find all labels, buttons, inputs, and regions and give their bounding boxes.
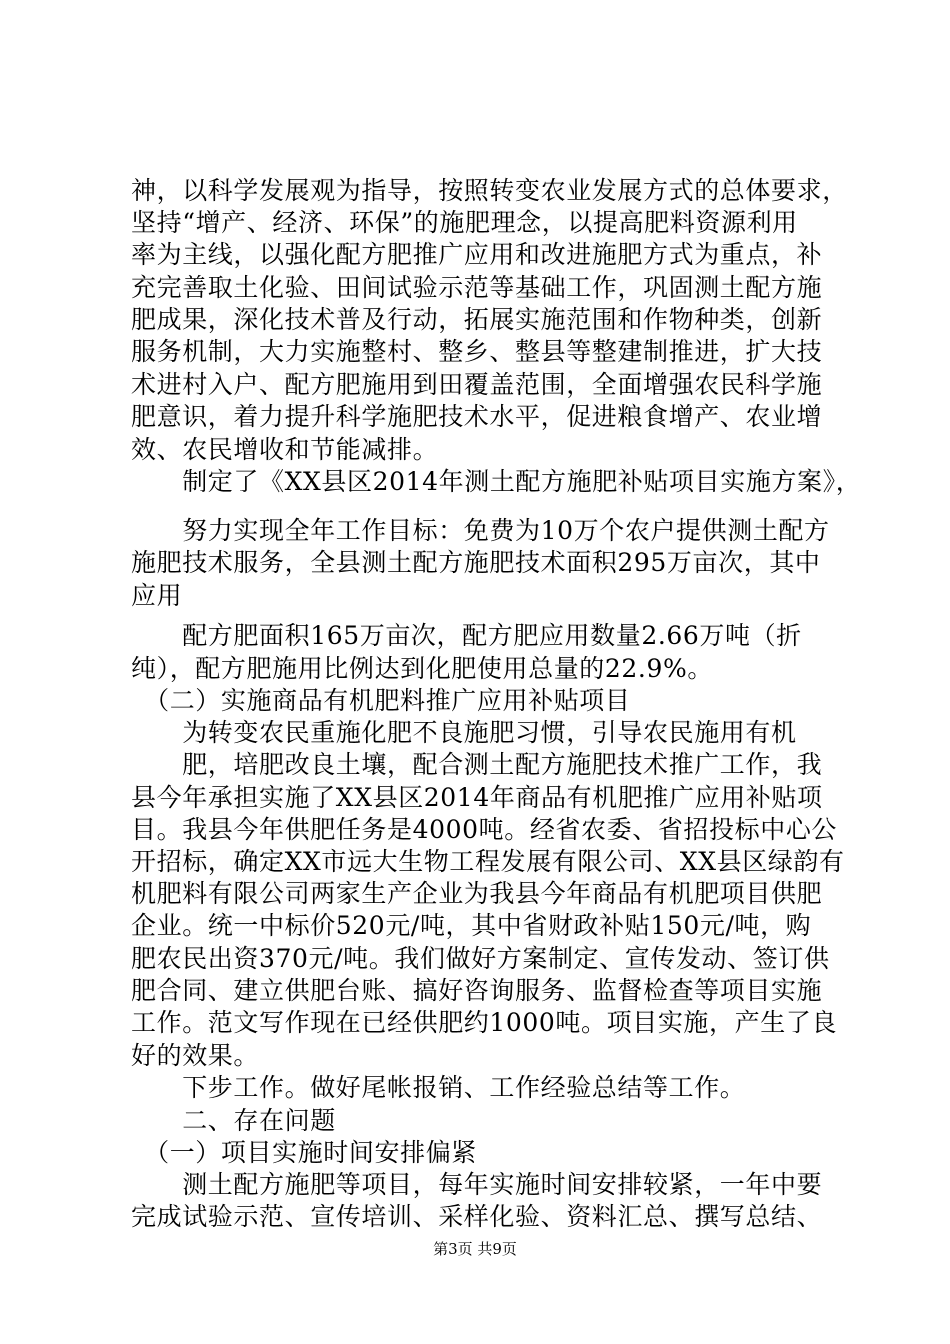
body-text-line: 服务机制，大力实施整村、整乡、整县等整建制推进，扩大技	[131, 337, 823, 366]
section-heading: （二）实施商品有机肥料推广应用补贴项目	[131, 686, 631, 715]
body-text-line: 测土配方施肥等项目，每年实施时间安排较紧，一年中要	[131, 1170, 823, 1199]
page-number-footer: 第3页 共9页	[433, 1240, 517, 1258]
body-text-line: 神，以科学发展观为指导，按照转变农业发展方式的总体要求，	[131, 176, 848, 205]
body-text-line: 县今年承担实施了XX县区2014年商品有机肥推广应用补贴项	[131, 783, 823, 812]
body-text-line: 肥成果，深化技术普及行动，拓展实施范围和作物种类，创新	[131, 305, 823, 334]
body-text-line: 施肥技术服务，全县测土配方施肥技术面积295万亩次，其中	[131, 548, 821, 577]
body-text-line: 纯），配方肥施用比例达到化肥使用总量的22.9%。	[131, 654, 713, 683]
section-heading: （一）项目实施时间安排偏紧	[131, 1138, 477, 1167]
body-text-line: 配方肥面积165万亩次，配方肥应用数量2.66万吨（折	[131, 621, 802, 650]
body-text-line: 充完善取土化验、田间试验示范等基础工作，巩固测土配方施	[131, 273, 823, 302]
body-text-line: 制定了《XX县区2014年测土配方施肥补贴项目实施方案》，	[131, 467, 862, 496]
body-text-line: 完成试验示范、宣传培训、采样化验、资料汇总、撰写总结、	[131, 1202, 823, 1231]
body-text-line: 术进村入户、配方肥施用到田覆盖范围，全面增强农民科学施	[131, 370, 823, 399]
body-text-line: 工作。范文写作现在已经供肥约1000吨。项目实施，产生了良	[131, 1008, 838, 1037]
body-text-line: 率为主线，以强化配方肥推广应用和改进施肥方式为重点，补	[131, 240, 823, 269]
body-text-line: 肥农民出资370元/吨。我们做好方案制定、宣传发动、签订供	[131, 944, 830, 973]
body-text-line: 努力实现全年工作目标：免费为10万个农户提供测土配方	[131, 516, 830, 545]
body-text-line: 效、农民增收和节能减排。	[131, 435, 439, 464]
body-text-line: 企业。统一中标价520元/吨，其中省财政补贴150元/吨，购	[131, 911, 812, 940]
body-text-line: 肥意识，着力提升科学施肥技术水平，促进粮食增产、农业增	[131, 402, 823, 431]
body-text-line: 开招标，确定XX市远大生物工程发展有限公司、XX县区绿韵有	[131, 847, 845, 876]
body-text-line: 下步工作。做好尾帐报销、工作经验总结等工作。	[131, 1073, 746, 1102]
body-text-line: 好的效果。	[131, 1041, 260, 1070]
body-text-line: 目。我县今年供肥任务是4000吨。经省农委、省招投标中心公	[131, 815, 838, 844]
body-text-line: 坚持“增产、经济、环保”的施肥理念，以提高肥料资源利用	[131, 208, 798, 237]
section-heading: 二、存在问题	[131, 1106, 336, 1135]
body-text-line: 为转变农民重施化肥不良施肥习惯，引导农民施用有机	[131, 718, 797, 747]
body-text-line: 肥合同、建立供肥台账、搞好咨询服务、监督检查等项目实施	[131, 976, 823, 1005]
body-text-line: 应用	[131, 581, 183, 610]
body-text-line: 机肥料有限公司两家生产企业为我县今年商品有机肥项目供肥	[131, 879, 823, 908]
body-text-line: 肥，培肥改良土壤，配合测土配方施肥技术推广工作，我	[131, 750, 823, 779]
